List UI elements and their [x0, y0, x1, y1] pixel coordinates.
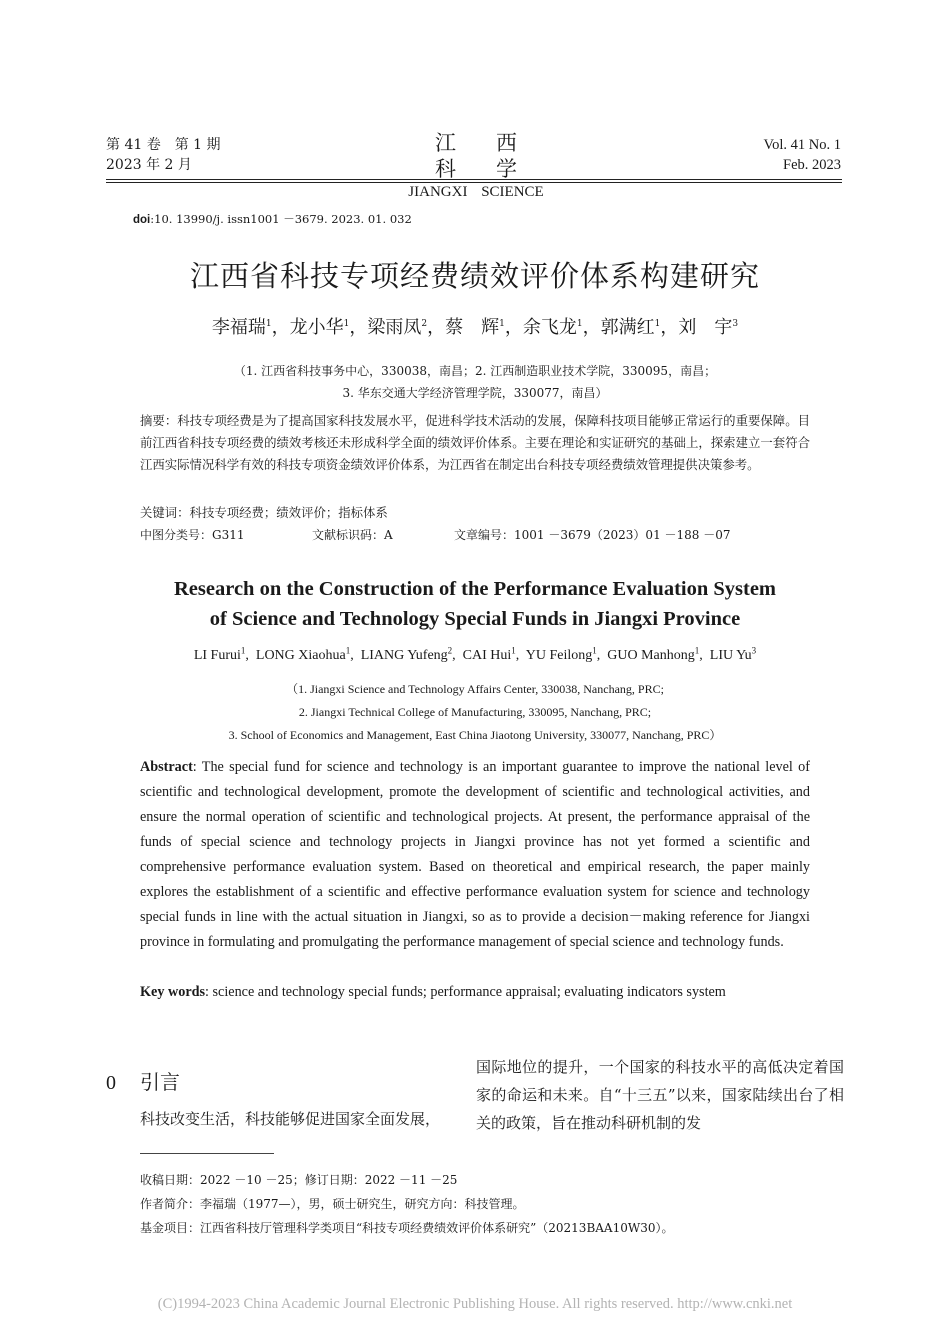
authors-cn: 李福瑞$^1$，龙小华$^1$，梁雨凤$^2$，蔡 辉$^1$，余飞龙$^1$，郭满红$^1$，刘 宇$^3$	[211, 317, 739, 338]
footnote-rule	[140, 1153, 274, 1154]
volume-en: Vol. 41 No. 1	[763, 137, 841, 153]
doi-label: doi	[133, 214, 151, 226]
author-en: CAI Hui	[462, 648, 512, 663]
copyright-footer: (C)1994-2023 China Academic Journal Electronic Publishing House. All rights reserved. http://www.cnki.net	[157, 1296, 793, 1312]
author-affil-mark: 1	[511, 645, 516, 656]
affiliations-cn	[0, 360, 950, 404]
document-code: 文献标识码：A	[312, 528, 393, 542]
affiliation-line: （1. 江西省科技事务中心，330038，南昌；2. 江西制造职业技术学院，330095，南昌；	[233, 364, 717, 378]
author-cn: 刘 宇	[678, 317, 733, 338]
affiliation-line: 3. School of Economics and Management, East China Jiaotong University, 330077, Nanchang, PRC）	[228, 728, 722, 742]
author-en: GUO Manhong	[607, 648, 695, 663]
keywords-en-text: : science and technology special funds; performance appraisal; evaluating indicators system	[205, 984, 726, 1000]
author-en: LIU Yu	[709, 648, 752, 663]
date-en: Feb. 2023	[783, 157, 841, 173]
author-affil-mark: 1	[499, 319, 505, 329]
footnote-funding: 基金项目：江西省科技厅管理科学类项目“科技专项经费绩效评价体系研究”（20213BAA10W30）。	[140, 1221, 674, 1235]
doi-value: :10. 13990/j. issn1001 －3679. 2023. 01. 032	[150, 212, 412, 226]
author-en: LI Furui	[193, 648, 241, 663]
author-cn: 龙小华	[289, 317, 344, 338]
author-en: YU Feilong	[525, 648, 593, 663]
class-number: 中图分类号：G311	[140, 528, 245, 542]
keywords-en	[140, 980, 810, 1005]
footnote-received: 收稿日期：2022 －10 －25；修订日期：2022 －11 －25	[140, 1173, 458, 1187]
author-affil-mark: 1	[345, 645, 351, 656]
paper-title-en	[0, 574, 950, 634]
author-cn: 梁雨凤	[367, 317, 422, 338]
doi	[133, 211, 412, 227]
author-affil-mark: 3	[732, 319, 739, 329]
section-number: 0	[106, 1072, 116, 1094]
author-affil-mark: 1	[265, 319, 272, 329]
author-en: LIANG Yufeng	[360, 648, 448, 663]
author-cn: 蔡 辉	[445, 317, 500, 338]
authors-en: LI Furui$^1$, LONG Xiaohua$^1$, LIANG Yufeng$^2$, CAI Hui$^1$, YU Feilong$^1$, GUO Manhong$^1$, LIU Yu$^3$	[193, 645, 757, 663]
keywords-cn: 关键词：科技专项经费；绩效评价；指标体系	[140, 505, 388, 520]
title-en-line: of Science and Technology Special Funds in Jiangxi Province	[209, 608, 741, 630]
author-affil-mark: 1	[654, 319, 661, 329]
header-volume-issue	[106, 135, 221, 175]
journal-name-en: JIANGXI SCIENCE	[408, 184, 544, 200]
body-text-left: 科技改变生活，科技能够促进国家全面发展，	[140, 1110, 441, 1128]
header-rule-bottom	[106, 182, 842, 183]
author-affil-mark: 2	[421, 319, 428, 329]
section-title: 引言	[140, 1070, 180, 1094]
affiliation-line: 3. 华东交通大学经济管理学院，330077，南昌）	[342, 386, 608, 400]
footnote-author-bio: 作者简介：李福瑞（1977—），男，硕士研究生，研究方向：科技管理。	[140, 1197, 525, 1211]
author-affil-mark: 2	[447, 645, 453, 656]
header-rule-top	[106, 179, 842, 180]
header-volume-en	[764, 135, 841, 175]
author-affil-mark: 1	[343, 319, 350, 329]
author-cn: 李福瑞	[211, 317, 266, 338]
paper-title-cn: 江西省科技专项经费绩效评价体系构建研究	[189, 259, 760, 293]
body-text-right: 国际地位的提升，一个国家的科技水平的高低决定着国家的命运和未来。自“十三五”以来，国家陆续出台了相关的政策，旨在推动科研机制的发	[476, 1058, 844, 1132]
abstract-en-label: Abstract	[140, 759, 193, 775]
author-affil-mark: 1	[694, 645, 700, 656]
author-affil-mark: 1	[576, 319, 583, 329]
journal-name	[366, 130, 586, 202]
article-number: 文章编号：1001 －3679（2023）01 －188 －07	[454, 528, 731, 542]
author-affil-mark: 3	[751, 645, 757, 656]
author-en: LONG Xiaohua	[255, 648, 346, 663]
volume-cn: 第 41 卷 第 1 期	[106, 137, 221, 153]
author-affil-mark: 1	[240, 645, 246, 656]
title-en-line: Research on the Construction of the Performance Evaluation System	[173, 578, 777, 600]
date-cn: 2023 年 2 月	[106, 157, 192, 173]
affiliation-line: （1. Jiangxi Science and Technology Affairs Center, 330038, Nanchang, PRC;	[286, 682, 664, 696]
author-affil-mark: 1	[592, 645, 597, 656]
affiliations-en	[0, 678, 950, 747]
author-cn: 余飞龙	[522, 317, 577, 338]
author-cn: 郭满红	[600, 317, 655, 338]
abstract-en-text: : The special fund for science and technology is an important guarantee to improve the national level of scientific and technological development, promote the development of scientific and technological activities, and ensure the normal operation of scientific and technological projects. At present, the performance appraisal of the funds of special science and technology projects in Jiangxi province has not yet formed a scientific and comprehensive performance evaluation system. Based on theoretical and empirical research, the paper mainly explores the establishment of a scientific and effective performance evaluation system for science and technology special funds in line with the actual situation in Jiangxi, so as to provide a decision－making reference for Jiangxi province in formulating and promulgating the performance management of special science and technology funds.	[140, 759, 810, 950]
journal-name-cn: 江西科学	[435, 131, 557, 181]
footnotes	[140, 1168, 673, 1240]
abstract-cn: 摘要：科技专项经费是为了提高国家科技发展水平，促进科学技术活动的发展，保障科技项目能够正常运行的重要保障。目前江西省科技专项经费的绩效考核还未形成科学全面的绩效评价体系。主要在理论和实证研究的基础上，探索建立一套符合江西实际情况科学有效的科技专项资金绩效评价体系，为江西省在制定出台科技专项经费绩效管理提供决策参考。	[140, 413, 810, 472]
section-heading	[106, 1067, 180, 1098]
abstract-en	[140, 755, 810, 955]
keywords-en-label: Key words	[140, 984, 206, 1000]
affiliation-line: 2. Jiangxi Technical College of Manufacturing, 330095, Nanchang, PRC;	[298, 705, 652, 719]
